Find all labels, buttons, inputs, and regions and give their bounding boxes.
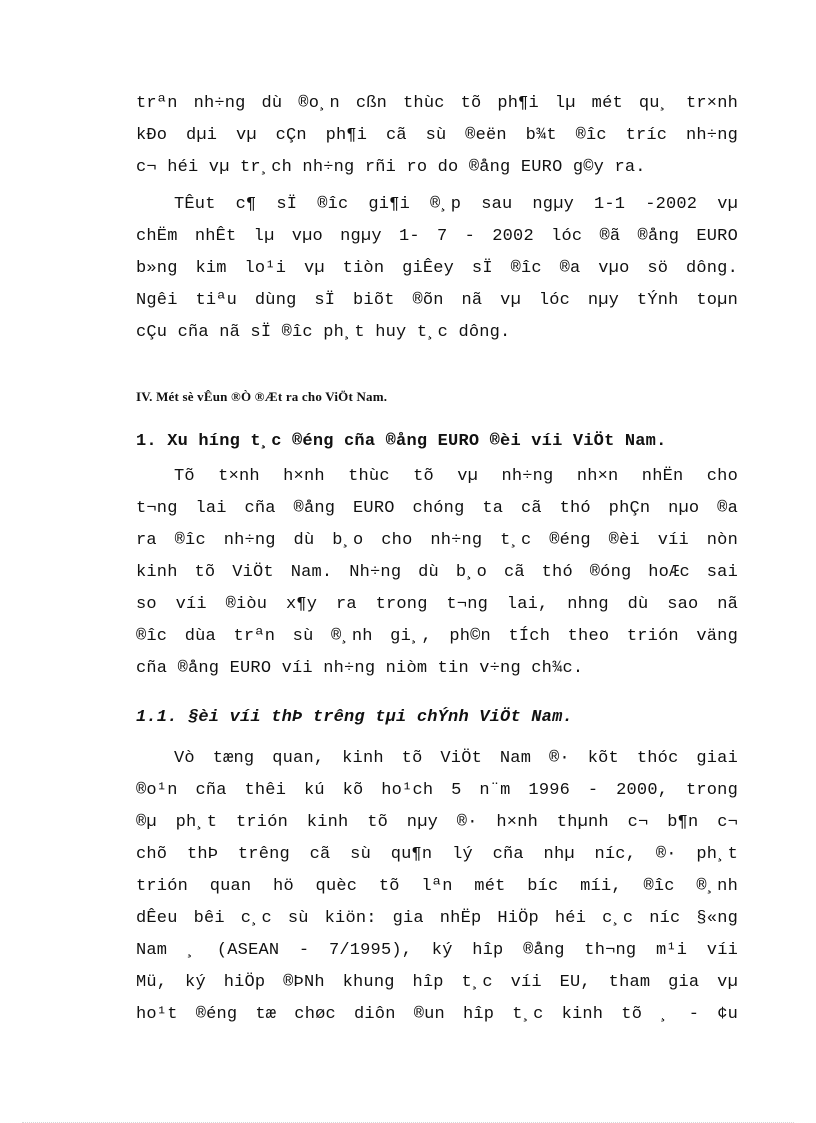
paragraph-3-line-6: ®îc dùa trªn sù ®¸nh gi¸, ph©n tÍch theo trión väng	[136, 627, 738, 646]
paragraph-4-line-7: Nam ¸ (ASEAN - 7/1995), ký hîp ®ång th¬ng m¹i víi	[136, 941, 738, 960]
paragraph-4-line-9: ho¹t ®éng tæ chøc diôn ®un hîp t¸c kinh tõ ¸ - ¢u	[136, 1005, 738, 1024]
section-heading: IV. Mét sè vÊun ®Ò ®Æt ra cho ViÖt Nam.	[136, 389, 388, 404]
paragraph-3-line-1: Tõ t×nh h×nh thùc tõ vµ nh÷ng nh×n nhËn cho	[174, 467, 738, 486]
paragraph-4-line-6: dÊeu bêi c¸c sù kiön: gia nhËp HiÖp héi c¸c níc §«ng	[136, 909, 738, 928]
subheading-1: 1. Xu híng t¸c ®éng cña ®ång EURO ®èi víi ViÖt Nam.	[136, 432, 667, 451]
paragraph-1-line-3: c¬ héi vµ tr¸ch nh÷ng rñi ro do ®ång EURO g©y ra.	[136, 158, 646, 177]
paragraph-4-line-5: trión quan hö quèc tõ lªn mét bíc míi, ®îc ®¸nh	[136, 877, 738, 896]
subheading-2: 1.1. §èi víi thÞ trêng tµi chÝnh ViÖt Nam.	[136, 708, 573, 727]
paragraph-1-line-1: trªn nh÷ng dù ®o¸n cßn thùc tõ ph¶i lµ mét qu¸ tr×nh	[136, 94, 738, 113]
paragraph-3-line-5: so víi ®iòu x¶y ra trong t¬ng lai, nhng dù sao nã	[136, 595, 738, 614]
paragraph-2-line-1: TÊut c¶ sÏ ®îc gi¶i ®¸p sau ngµy 1-1 -2002 vµ	[174, 195, 738, 214]
paragraph-1-line-2: kÐo dµi vµ cÇn ph¶i cã sù ®eën b¾t ®îc tríc nh÷ng	[136, 126, 738, 145]
paragraph-4-line-4: chõ thÞ trêng cã sù qu¶n lý cña nhµ níc, ®· ph¸t	[136, 845, 738, 864]
paragraph-3-line-3: ra ®îc nh÷ng dù b¸o cho nh÷ng t¸c ®éng ®èi víi nòn	[136, 531, 738, 550]
paragraph-4-line-8: Mü, ký hiÖp ®ÞNh khung hîp t¸c víi EU, tham gia vµ	[136, 973, 738, 992]
paragraph-3-line-7: cña ®ång EURO víi nh÷ng niòm tin v÷ng ch¾c.	[136, 659, 584, 678]
paragraph-4-line-3: ®µ ph¸t trión kinh tõ nµy ®· h×nh thµnh c¬ b¶n c¬	[136, 813, 738, 832]
paragraph-2-line-4: Ngêi tiªu dùng sÏ biõt ®õn nã vµ lóc nµy tÝnh toµn	[136, 291, 738, 310]
paragraph-3-line-4: kinh tõ ViÖt Nam. Nh÷ng dù b¸o cã thó ®óng hoÆc sai	[136, 563, 738, 582]
paragraph-2-line-3: b»ng kim lo¹i vµ tiòn giÊey sÏ ®îc ®a vµo sö dông.	[136, 259, 738, 278]
paragraph-2-line-5: cÇu cña nã sÏ ®îc ph¸t huy t¸c dông.	[136, 323, 511, 342]
paragraph-2-line-2: chËm nhÊt lµ vµo ngµy 1- 7 - 2002 lóc ®ã ®ång EURO	[136, 227, 738, 246]
paragraph-4-line-2: ®o¹n cña thêi kú kõ ho¹ch 5 n¨m 1996 - 2000, trong	[136, 781, 738, 800]
paragraph-4-line-1: Vò tæng quan, kinh tõ ViÖt Nam ®· kõt thóc giai	[174, 749, 738, 768]
paragraph-3-line-2: t¬ng lai cña ®ång EURO chóng ta cã thó phÇn nµo ®a	[136, 499, 738, 518]
